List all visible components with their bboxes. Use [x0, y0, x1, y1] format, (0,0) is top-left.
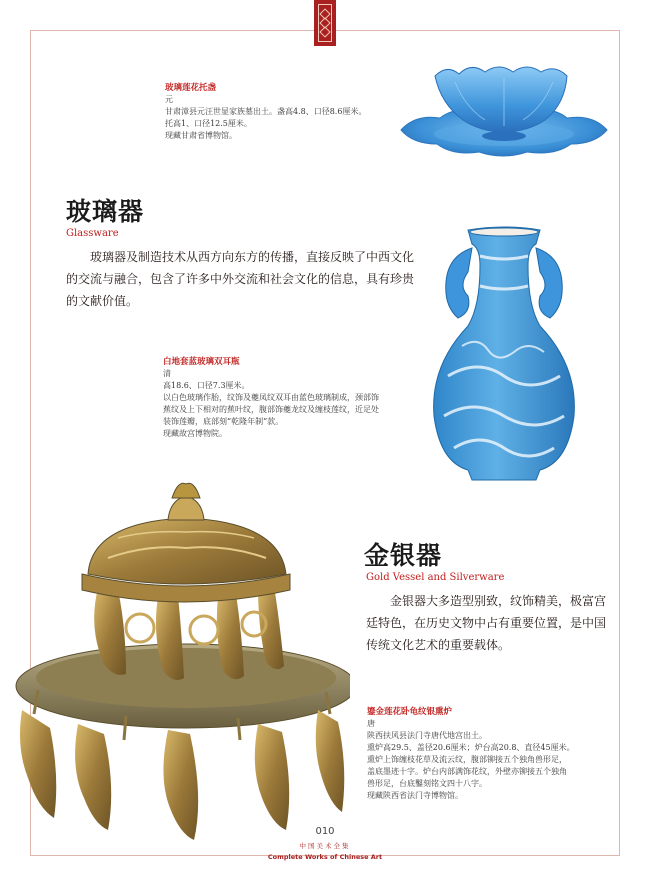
caption-line: 以白色玻璃作胎，纹饰及夔凤纹双耳由蓝色玻璃制成，颈部饰 — [163, 393, 379, 402]
caption-line: 唐 — [367, 719, 375, 728]
section-title-glassware: 玻璃器 — [66, 197, 145, 226]
lotus-cup-image — [395, 62, 613, 162]
caption-line: 熏炉上饰缠枝花草及流云纹，腹部铆接五个独角兽形足， — [367, 755, 567, 764]
gold-paragraph: 金银器大多造型别致，纹饰精美，极富宫廷特色，在历史文物中占有重要位置，是中国传统文化艺术的重要载体。 — [366, 594, 607, 652]
caption-line: 甘肃漳县元汪世显家族墓出土。盏高4.8、口径8.6厘米。 — [165, 107, 367, 116]
section-en-title-gold: Gold Vessel and Silverware — [366, 572, 505, 583]
caption-line: 蕉纹及上下相对的蕉叶纹，腹部饰夔龙纹及缠枝莲纹，近足处 — [163, 405, 379, 414]
vase-caption — [163, 356, 433, 440]
footer-series-en: Complete Works of Chinese Art — [267, 853, 383, 861]
section-title-gold: 金银器 — [364, 541, 443, 570]
caption-line: 清 — [163, 369, 171, 378]
page-number: 010 — [315, 826, 335, 837]
section-en-title-glassware: Glassware — [66, 228, 119, 239]
caption-line: 盖底墨迹十字。炉台内部满饰花纹，外壁亦铆接五个独角 — [367, 767, 567, 776]
censer-caption — [367, 706, 617, 802]
caption-line: 兽形足，台底鑿刻铭文四十八字。 — [367, 779, 487, 788]
caption-line: 熏炉高29.5、盖径20.6厘米；炉台高20.8、直径45厘米。 — [367, 743, 575, 752]
footer-series-cn: 中国美术全集 — [299, 842, 351, 850]
caption-line: 陕西扶风县法门寺唐代地宫出土。 — [367, 731, 487, 740]
caption-line: 现藏故宫博物院。 — [163, 429, 227, 438]
caption-line: 现藏甘肃省博物馆。 — [165, 131, 237, 140]
top-ornament-icon — [314, 0, 336, 46]
censer-image — [8, 478, 350, 850]
caption-title: 白地套蓝玻璃双耳瓶 — [163, 357, 240, 367]
caption-title: 玻璃莲花托盏 — [165, 83, 217, 93]
caption-line: 托高1、口径12.5厘米。 — [165, 119, 252, 128]
lotus-cup-caption — [165, 82, 410, 142]
caption-line: 装饰莲瓣，底部刻“乾隆年制”款。 — [163, 417, 284, 426]
caption-line: 现藏陕西省法门寺博物馆。 — [367, 791, 463, 800]
caption-line: 高18.6、口径7.3厘米。 — [163, 381, 250, 390]
glassware-paragraph: 玻璃器及制造技术从西方向东方的传播，直接反映了中西文化的交流与融合，包含了许多中外交流和社会文化的信息，具有珍贵的文献价值。 — [66, 250, 415, 308]
vase-image — [428, 226, 580, 484]
caption-title: 鎏金莲花卧龟纹银熏炉 — [367, 707, 453, 717]
caption-line: 元 — [165, 95, 173, 104]
